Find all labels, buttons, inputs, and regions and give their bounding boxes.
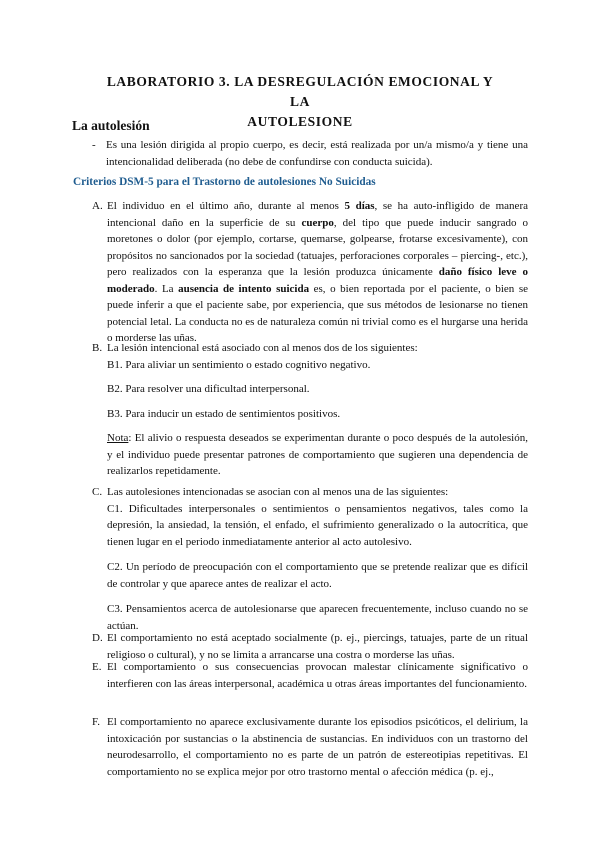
criterion-c1: C1. Dificultades interpersonales o sentimientos o pensamientos negativos, tales como la depresión, la ansiedad, la tensión, el enfado, el sufrimiento generalizado o la autocrítica, que tienen lugar en el periodo inmediatamente anterior al acto autolesivo. [107,502,528,548]
criterion-e-letter: E. [92,661,102,673]
criterion-a-bold-days: 5 días [344,200,375,212]
criterion-f-text: El comportamiento no aparece exclusivamente durante los episodios psicóticos, el delirium, la intoxicación por sustancias o la abstinencia de sustancias. En individuos con un trastorno del neurodesarrollo, el comportamiento no es parte de un patrón de estereotipias repetitivas. El comportamiento no se explica mejor por otro trastorno mental o afección médica (p. ej., [107,716,528,778]
criterion-b-body [107,340,528,480]
criterion-c-letter: C. [92,486,103,498]
criterion-a-bold-body: cuerpo [301,216,334,229]
criterion-c [92,484,528,634]
criterion-f-letter: F. [92,716,100,728]
criterion-f [92,714,528,780]
criterion-a-text [107,198,528,347]
criterion-a-bold-absence: ausencia de intento suicida [178,282,310,295]
section-heading: La autolesión [72,118,150,133]
criterion-d-text: El comportamiento no está aceptado socialmente (p. ej., piercings, tatuajes, parte de un ritual religioso o cultural), y no se limita a arrancarse una costra o morderse las uñas. [107,632,528,661]
criterion-a-letter: A. [92,200,103,212]
criterion-e [92,659,528,692]
criterion-c3: C3. Pensamientos acerca de autolesionarse que aparecen frecuentemente, incluso cuando no se actúan. [107,603,528,632]
criterion-a-text-5: es, o bien reportada por el paciente, o bien se puede inferir a que el paciente sabe, por experiencia, que sus métodos de lesionarse no tienen potencial letal. La conducta no es de naturaleza común ni trivial como es el hurgarse una herida o morderse las uñas. [107,282,528,344]
criterion-a-text-3: , del tipo que puede inducir sangrado o moretones o dolor (por ejemplo, cortarse, quemarse, golpearse, frotarse excesivamente), con propósitos no sancionados por la sociedad (tatuajes, perforaciones corporales – piercing-, etc.), pero realizados con la esperanza que la lesión produzca únicamente [107,216,528,278]
page-title [100,72,500,132]
criterion-a [92,198,528,347]
dash-marker: - [92,139,96,151]
criterion-a-text-4: . La [154,282,179,295]
title-line-1: LABORATORIO 3. LA DESREGULACIÓN EMOCIONAL Y LA [106,74,494,109]
criterion-c2: C2. Un período de preocupación con el comportamiento que se pretende realizar que es difícil de controlar y que aparece antes de realizar el acto. [107,561,528,590]
criterion-a-bold-damage: daño físico leve o moderado [107,266,528,295]
criterion-b3: B3. Para inducir un estado de sentimientos positivos. [107,407,341,420]
title-line-2: AUTOLESIONE [247,114,353,129]
criterion-b-letter: B. [92,342,103,354]
criterion-b-note [107,430,528,480]
criterion-d-letter: D. [92,632,103,644]
criteria-heading: Criterios DSM-5 para el Trastorno de autolesiones No Suicidas [73,176,376,188]
criterion-b [92,340,528,480]
criterion-b-note-label: Nota [107,432,129,444]
criterion-a-text-1: El individuo en el último año, durante al menos [107,200,345,212]
criterion-c-intro: Las autolesiones intencionadas se asocian con al menos una de las siguientes: [107,486,449,498]
criterion-b1: B1. Para aliviar un sentimiento o estado cognitivo negativo. [107,358,371,371]
criterion-a-text-2: , se ha auto-infligido de manera intencional daño en la superficie de su [107,200,528,229]
definition-text: Es una lesión dirigida al propio cuerpo, es decir, está realizada por un/a mismo/a y tiene una intencionalidad deliberada (no debe de confundirse con conducta suicida). [106,139,528,168]
criterion-b-intro: La lesión intencional está asociado con al menos dos de los siguientes: [107,342,418,354]
criterion-b-note-text: : El alivio o respuesta deseados se experimentan durante o poco después de la autolesión, y el individuo puede presentar patrones de comportamiento que sugieren una dependencia de realizarlos repetidamente. [107,432,528,477]
criterion-c-body [107,484,528,634]
criterion-b2: B2. Para resolver una dificultad interpersonal. [107,383,310,395]
definition-item [92,137,528,171]
criterion-e-text: El comportamiento o sus consecuencias provocan malestar clínicamente significativo o interfieren con las áreas interpersonal, académica u otras áreas importantes del funcionamiento. [107,661,528,690]
